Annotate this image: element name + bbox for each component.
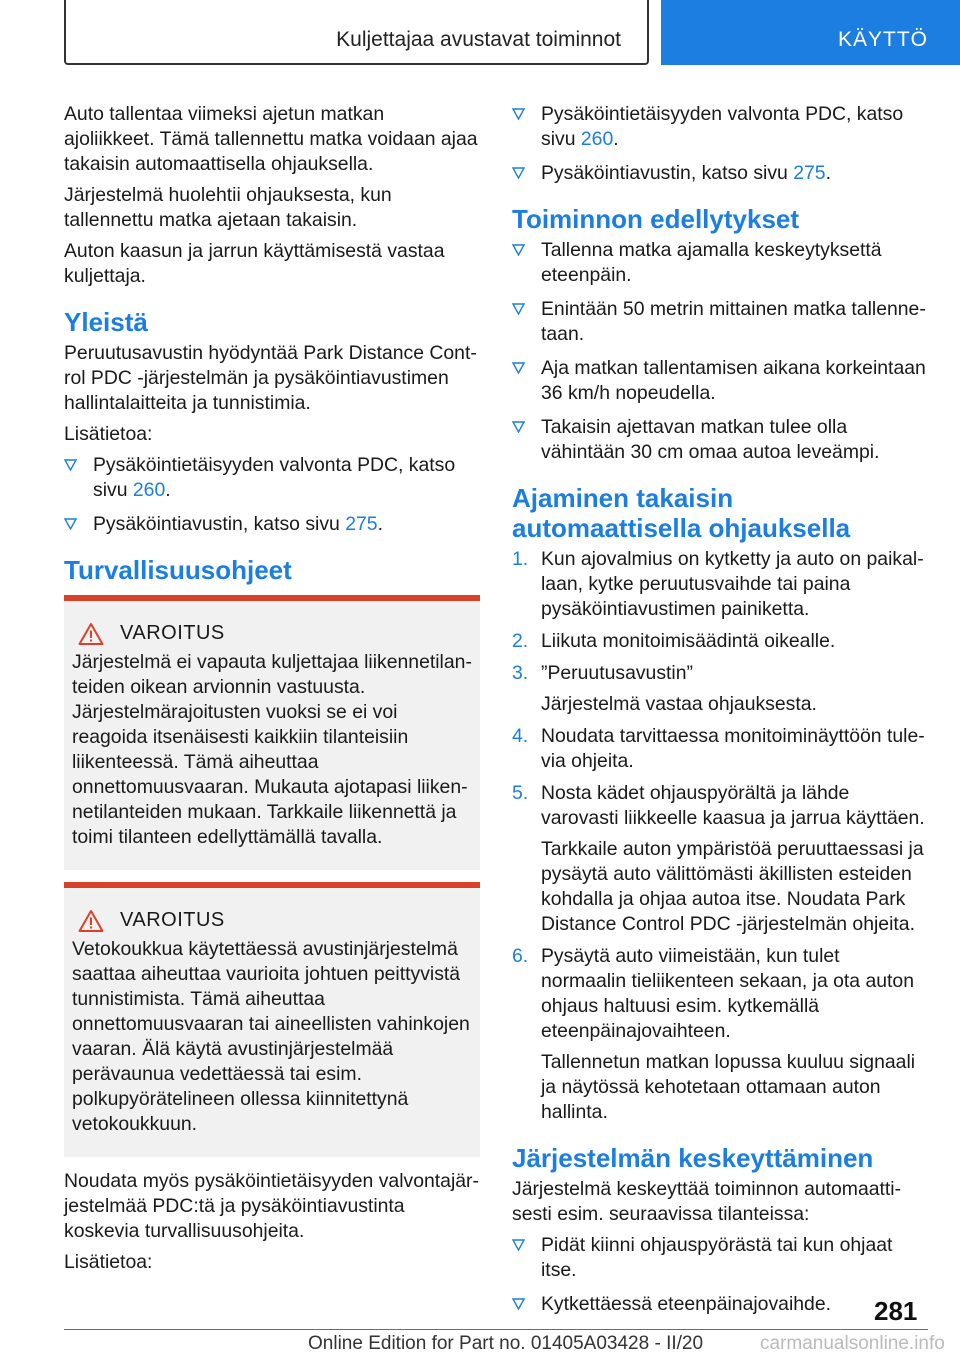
interrupt-heading: Järjestelmän keskeyttäminen (512, 1143, 874, 1173)
page-number: 281 (874, 1296, 918, 1326)
page-link-260[interactable]: 260 (132, 479, 166, 501)
triangle-bullet-icon (512, 167, 525, 179)
triangle-bullet-icon (512, 1239, 525, 1251)
step-note: Järjestelmä vastaa ohjauksesta. (541, 693, 817, 715)
page-link-260[interactable]: 260 (580, 128, 614, 150)
list-item: Pysäköintietäisyyden valvonta PDC, katso sivu 260. (64, 453, 480, 503)
drive-back-heading: Ajaminen takaisin automaattisella ohjauksella (512, 483, 851, 543)
step-number: 1. (512, 548, 529, 570)
step-item: 5. Nosta kädet ohjauspyörältä ja lähde varovasti liikkeelle kaasua ja jarrua käyttäen. Tarkkaile auton ympäristöä peruuttaessasi ja pysäytä auto välittömästi äkillisten esteiden kohdalla ja ohjaa autoa itse. Noudata Park Distance Control PDC -järjestelmän ohjeita. (512, 781, 928, 937)
warning-text: Järjestelmä ei vapauta kuljettajaa liikennetilanteiden oikean arvionnin vastuusta. Järjestelmärajoitusten vuoksi se ei voi reagoida itsenäisesti kaikkiin tilanteisiin liikenteessä. Tämä aiheuttaa onnettomuusvaaran. Mukauta ajotapasi liikennetilanteiden mukaan. Tarkkaile liikennettä ja toimi tilanteen edellyttämällä tavalla. (72, 651, 472, 848)
list-item: Kytkettäessä eteenpäinajovaihde. (512, 1292, 928, 1317)
triangle-bullet-icon (512, 244, 525, 256)
footer-divider (64, 1329, 928, 1330)
warning-box (64, 882, 480, 1157)
list-item: Pysäköintietäisyyden valvonta PDC, katso sivu 260. (512, 102, 928, 152)
warning-text: Vetokoukkua käytettäessä avustinjärjestelmä saattaa aiheuttaa vaurioita johtuen peittyvistä tunnistimista. Tämä aiheuttaa onnettomuusvaaran tai aineellisten vahinkojen vaaran. Älä käytä avustinjärjestelmää perävaunua vedettäessä tai esim. polkupyörätelineen ollessa kiinnitettynä vetokoukkuun. (72, 938, 470, 1135)
step-note: Tarkkaile auton ympäristöä peruuttaessasi ja pysäytä auto välittömästi äkillisten esteiden kohdalla ja ohjaa autoa itse. Noudata Park Distance Control PDC -järjestelmän ohjeita. (541, 838, 924, 935)
step-number: 5. (512, 782, 529, 804)
triangle-bullet-icon (64, 518, 77, 530)
triangle-bullet-icon (512, 303, 525, 315)
step-item: 1. Kun ajovalmius on kytketty ja auto on paikallaan, kytke peruutusvaihde tai paina pysäköintiavustimen painiketta. (512, 548, 924, 620)
triangle-bullet-icon (512, 362, 525, 374)
warning-box (64, 595, 480, 870)
triangle-bullet-icon (512, 108, 525, 120)
step-item: 4. Noudata tarvittaessa monitoiminäyttöön tulevia ohjeita. (512, 725, 925, 772)
more-info-label: Lisätietoa: (64, 423, 153, 445)
triangle-bullet-icon (64, 459, 77, 471)
list-item: Takaisin ajettavan matkan tulee olla vähintään 30 cm omaa autoa leveämpi. (512, 415, 928, 465)
page-link-275[interactable]: 275 (345, 513, 378, 535)
page-link-275[interactable]: 275 (793, 162, 826, 184)
requirements-list (512, 238, 928, 465)
step-item: 2. Liikuta monitoimisäädintä oikealle. (512, 630, 836, 652)
step-note: Tallennetun matkan lopussa kuuluu signaali ja näytössä kehotetaan ottamaan auton hallinta. (541, 1051, 916, 1123)
general-heading: Yleistä (64, 307, 148, 337)
section-title-box (64, 0, 649, 65)
warning-title: VAROITUS (120, 909, 225, 931)
step-item: 6. Pysäytä auto viimeistään, kun tulet normaalin tieliikenteen sekaan, ja ota auton ohjaus haltuusi esim. kytkemällä eteenpäinajovaihteen. Tallennetun matkan lopussa kuuluu signaali ja näytössä kehotetaan ottamaan auton hallinta. (512, 944, 928, 1125)
watermark-brand: carmanualsonline.info (760, 1333, 945, 1354)
interrupt-text: Järjestelmä keskeyttää toiminnon automaattisesti esim. seuraavissa tilanteissa: (512, 1178, 902, 1225)
reference-list (64, 453, 480, 537)
left-column (64, 102, 480, 1281)
reference-list (512, 102, 928, 186)
section-title: Kuljettajaa avustavat toiminnot (336, 28, 621, 51)
list-item: Enintään 50 metrin mittainen matka tallennetaan. (512, 297, 928, 347)
general-text: Peruutusavustin hyödyntää Park Distance Control PDC -järjestelmän ja pysäköintiavustimen hallintalaitteita ja tunnistimia. (64, 342, 477, 414)
triangle-bullet-icon (512, 421, 525, 433)
chapter-tab[interactable] (661, 0, 960, 65)
warning-triangle-icon (78, 622, 104, 646)
more-info-label: Lisätietoa: (64, 1251, 153, 1273)
list-item: Pidät kiinni ohjauspyörästä tai kun ohjaat itse. (512, 1233, 928, 1283)
chapter-title: KÄYTTÖ (837, 28, 928, 51)
after-warning-text: Noudata myös pysäköintietäisyyden valvontajärjestelmää PDC:tä ja pysäköintiavustinta koskevia turvallisuusohjeita. (64, 1170, 479, 1242)
list-item: Pysäköintiavustin, katso sivu 275. (512, 161, 928, 186)
right-column (512, 102, 928, 1326)
steps-list (512, 547, 928, 1125)
intro-paragraph: Auto tallentaa viimeksi ajetun matkan ajoliikkeet. Tämä tallennettu matka voidaan ajaa takaisin automaattisella ohjauksella. (64, 103, 478, 175)
step-item: 3. ”Peruutusavustin” Järjestelmä vastaa ohjauksesta. (512, 661, 928, 717)
intro-paragraph: Auton kaasun ja jarrun käyttämisestä vastaa kuljettaja. (64, 240, 445, 287)
step-number: 6. (512, 945, 529, 967)
list-item: Tallenna matka ajamalla keskeytyksettä eteenpäin. (512, 238, 928, 288)
step-number: 3. (512, 662, 529, 684)
interrupt-list (512, 1233, 928, 1317)
step-number: 2. (512, 630, 529, 652)
intro-paragraph: Järjestelmä huolehtii ohjauksesta, kun tallennettu matka ajetaan takaisin. (64, 184, 392, 231)
warning-triangle-icon (78, 909, 104, 933)
requirements-heading: Toiminnon edellytykset (512, 204, 800, 234)
page-header (0, 0, 960, 66)
step-number: 4. (512, 725, 529, 747)
list-item: Pysäköintiavustin, katso sivu 275. (64, 512, 480, 537)
warning-header (78, 621, 472, 646)
safety-heading: Turvallisuusohjeet (64, 555, 292, 585)
edition-text: Online Edition for Part no. 01405A03428 - II/20 (308, 1333, 704, 1354)
list-item: Aja matkan tallentamisen aikana korkeintaan 36 km/h nopeudella. (512, 356, 928, 406)
warning-header (78, 908, 472, 933)
warning-title: VAROITUS (120, 622, 225, 644)
triangle-bullet-icon (512, 1298, 525, 1310)
